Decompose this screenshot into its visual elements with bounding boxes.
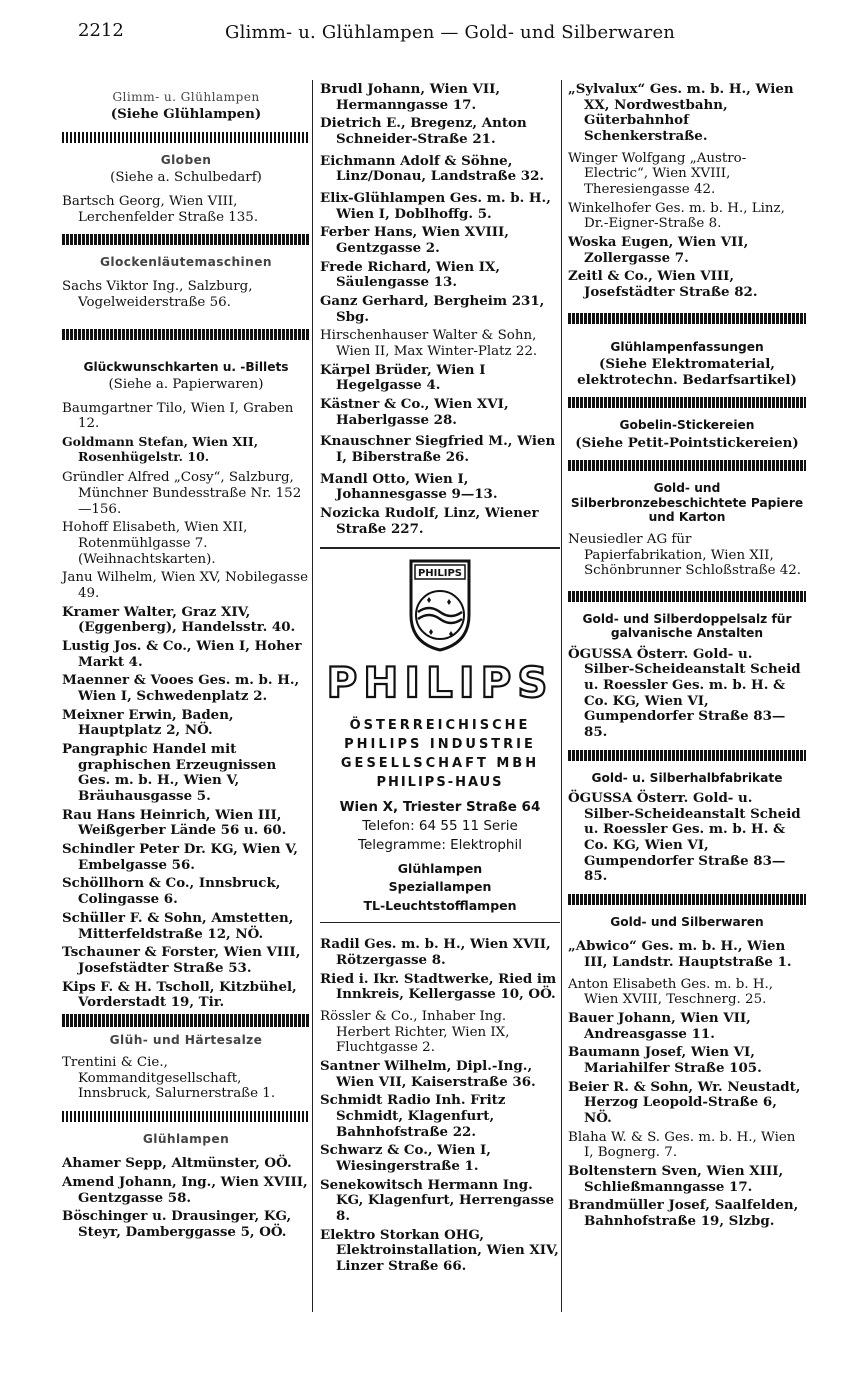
list-entry: Ganz Gerhard, Bergheim 231, Sbg. xyxy=(320,293,545,325)
section-divider xyxy=(568,750,806,761)
list-entry: Woska Eugen, Wien VII, Zollergasse 7. xyxy=(568,234,749,266)
section-title-glocken: Glockenläutemaschinen xyxy=(100,255,272,270)
list-entry: Brandmüller Josef, Saalfelden, Bahnhofstraße 19, Slzbg. xyxy=(568,1197,799,1229)
list-entry: Schüller F. & Sohn, Amstetten, Mitterfeldstraße 12, NÖ. xyxy=(62,909,294,942)
list-entry: Eichmann Adolf & Söhne, Linz/Donau, Landstraße 32. xyxy=(320,152,545,185)
section-divider xyxy=(62,1014,310,1027)
list-entry: Amend Johann, Ing., Wien XVIII, Gentzgasse 58. xyxy=(62,1174,308,1206)
list-entry: Goldmann Stefan, Wien XII, Rosenhügelstr. 10. xyxy=(62,434,259,464)
list-entry: Baumgartner Tilo, Wien I, Graben 12. xyxy=(62,400,294,432)
philips-logo xyxy=(322,659,558,703)
list-entry: Tschauner & Forster, Wien VIII, Josefstädter Straße 53. xyxy=(62,944,301,976)
list-entry: Baumann Josef, Wien VI, Mariahilfer Straße 105. xyxy=(568,1044,762,1076)
section-divider xyxy=(62,329,310,340)
list-entry: Schmidt Radio Inh. Fritz Schmidt, Klagenfurt, Bahnhofstraße 22. xyxy=(320,1092,506,1140)
section-see-globen: (Siehe a. Schulbedarf) xyxy=(110,170,262,186)
list-entry: Hirschenhauser Walter & Sohn, Wien II, Max Winter-Platz 22. xyxy=(320,328,538,360)
list-entry: Winkelhofer Ges. m. b. H., Linz, Dr.-Eigner-Straße 8. xyxy=(568,200,785,232)
section-title-silberwaren: Gold- und Silberwaren xyxy=(610,914,764,929)
section-see-glimm: (Siehe Glühlampen) xyxy=(110,106,262,123)
section-title-gobelin: Gobelin-Stickereien xyxy=(619,418,755,433)
list-entry: Ried i. Ikr. Stadtwerke, Ried im Innkreis, Kellergasse 10, OÖ. xyxy=(320,970,557,1003)
list-entry: Maenner & Vooes Ges. m. b. H., Wien I, Schwedenplatz 2. xyxy=(62,672,300,705)
ad-top-rule xyxy=(320,547,560,549)
section-see-gobelin: (Siehe Petit-Pointstickereien) xyxy=(575,434,799,451)
list-entry: Kips F. & H. Tscholl, Kitzbühel, Vorderstadt 19, Tir. xyxy=(62,978,297,1011)
list-entry: Janu Wilhelm, Wien XV, Nobilegasse 49. xyxy=(62,570,309,602)
list-entry: Hohoff Elisabeth, Wien XII, Rotenmühlgasse 7. (Weihnachtskarten). xyxy=(62,520,248,567)
list-entry: Kästner & Co., Wien XVI, Haberlgasse 28. xyxy=(320,396,509,428)
ad-company-line2: PHILIPS INDUSTRIE xyxy=(344,736,536,752)
list-entry: Elektro Storkan OHG, Elektroinstallation, Wien XIV, Linzer Straße 66. xyxy=(320,1226,559,1274)
page-title: Glimm- u. Glühlampen — Gold- und Silberwaren xyxy=(225,22,676,43)
section-title-doppelsalz: Gold- und Silberdoppelsalz für galvanische Anstalten xyxy=(582,612,792,641)
section-divider xyxy=(568,460,806,471)
list-entry: Böschinger u. Drausinger, KG, Steyr, Damberggasse 5, OÖ. xyxy=(62,1208,292,1241)
list-entry: Schwarz & Co., Wien I, Wiesingerstraße 1. xyxy=(320,1142,491,1174)
list-entry: „Abwico“ Ges. m. b. H., Wien III, Landstr. Hauptstraße 1. xyxy=(568,938,792,970)
list-entry: Rau Hans Heinrich, Wien III, Weißgerber Lände 56 u. 60. xyxy=(62,806,287,839)
ad-bottom-rule xyxy=(320,922,560,924)
section-see-fassungen: (Siehe Elektromaterial, elektrotechn. Bedarfsartikel) xyxy=(577,356,797,388)
ad-telegram: Telegramme: Elektrophil xyxy=(358,837,522,854)
list-entry: Kärpel Brüder, Wien I Hegelgasse 4. xyxy=(320,361,486,394)
list-entry: Elix-Glühlampen Ges. m. b. H., Wien I, Doblhoffg. 5. xyxy=(320,190,551,222)
emblem-text: PHILIPS xyxy=(417,567,463,579)
section-divider xyxy=(568,591,806,602)
list-entry: Gründler Alfred „Cosy“, Salzburg, Münchner Bundesstraße Nr. 152—156. xyxy=(62,470,302,517)
list-entry: ÖGUSSA Österr. Gold- u. Silber-Scheideanstalt Scheid u. Roessler Ges. m. b. H. & Co. KG, Wien VI, Gumpendorfer Straße 83—85. xyxy=(568,645,801,740)
list-entry: Nozicka Rudolf, Linz, Wiener Straße 227. xyxy=(320,505,539,537)
list-entry: Senekowitsch Hermann Ing. KG, Klagenfurt, Herrengasse 8. xyxy=(320,1176,555,1224)
ad-product: Glühlampen xyxy=(397,860,483,876)
list-entry: Pangraphic Handel mit graphischen Erzeugnissen Ges. m. b. H., Wien V, Bräuhausgasse 5. xyxy=(62,741,277,805)
section-divider xyxy=(568,313,806,324)
list-entry: Ferber Hans, Wien XVIII, Gentzgasse 2. xyxy=(320,224,509,257)
section-divider xyxy=(62,1111,310,1122)
section-title-glueckwunsch: Glückwunschkarten u. -Billets xyxy=(83,359,289,374)
ad-company-line4: PHILIPS-HAUS xyxy=(376,775,504,791)
list-entry: Winger Wolfgang „Austro-Electric“, Wien XVIII, Theresiengasse 42. xyxy=(568,150,747,198)
list-entry: Schöllhorn & Co., Innsbruck, Colingasse 6. xyxy=(62,875,281,908)
list-entry: Radil Ges. m. b. H., Wien XVII, Rötzergasse 8. xyxy=(320,936,551,968)
list-entry: Anton Elisabeth Ges. m. b. H., Wien XVIII, Teschnerg. 25. xyxy=(568,976,774,1008)
list-entry: Santner Wilhelm, Dipl.-Ing., Wien VII, Kaiserstraße 36. xyxy=(320,1057,536,1090)
ad-product: TL-Leuchtstofflampen xyxy=(363,898,517,914)
list-entry: Dietrich E., Bregenz, Anton Schneider-Straße 21. xyxy=(320,115,527,148)
list-entry: Zeitl & Co., Wien VIII, Josefstädter Straße 82. xyxy=(568,268,758,301)
section-title-halbfabrikate: Gold- u. Silberhalbfabrikate xyxy=(591,770,783,785)
ad-address: Wien X, Triester Straße 64 xyxy=(339,799,541,816)
column-3 xyxy=(556,82,806,1233)
list-entry: Ahamer Sepp, Altmünster, OÖ. xyxy=(62,1155,292,1172)
section-divider xyxy=(568,397,806,408)
section-title-bronze: Gold- und Silberbronzebeschichtete Papiere und Karton xyxy=(570,481,804,524)
list-entry: Frede Richard, Wien IX, Säulengasse 13. xyxy=(320,258,501,291)
list-entry: Bauer Johann, Wien VII, Andreasgasse 11. xyxy=(568,1009,751,1042)
section-title-gluehlampen: Glühlampen xyxy=(142,1132,230,1147)
list-entry: Boltenstern Sven, Wien XIII, Schließmanngasse 17. xyxy=(568,1162,784,1195)
section-divider xyxy=(62,234,310,245)
list-entry: Meixner Erwin, Baden, Hauptplatz 2, NÖ. xyxy=(62,706,234,739)
list-entry: Beier R. & Sohn, Wr. Neustadt, Herzog Leopold-Straße 6, NÖ. xyxy=(568,1078,801,1126)
section-divider xyxy=(62,132,310,143)
ad-product: Speziallampen xyxy=(388,879,492,895)
section-title-fassungen: Glühlampenfassungen xyxy=(610,339,764,354)
list-entry: Trentini & Cie., Kommanditgesellschaft, Innsbruck, Salurnerstraße 1. xyxy=(62,1055,276,1102)
section-title-gluehsalze: Glüh- und Härtesalze xyxy=(109,1032,263,1047)
list-entry: Bartsch Georg, Wien VIII, Lerchenfelder Straße 135. xyxy=(62,193,259,225)
brand-wordmark: PHILIPS xyxy=(326,658,554,703)
ad-company-line1: ÖSTERREICHISCHE xyxy=(349,717,531,733)
list-entry: Schindler Peter Dr. KG, Wien V, Embelgasse 56. xyxy=(62,841,298,873)
section-title-glimm: Glimm- u. Glühlampen xyxy=(112,90,260,104)
philips-advertisement xyxy=(320,557,560,914)
list-entry: „Sylvalux“ Ges. m. b. H., Wien XX, Nordwestbahn, Güterbahnhof Schenkerstraße. xyxy=(568,81,794,145)
column-2 xyxy=(312,82,560,1278)
section-title-globen: Globen xyxy=(160,152,212,167)
list-entry: Brudl Johann, Wien VII, Hermanngasse 17. xyxy=(320,81,501,113)
list-entry: Rössler & Co., Inhaber Ing. Herbert Richter, Wien IX, Fluchtgasse 2. xyxy=(320,1008,510,1056)
column-1 xyxy=(62,82,310,1244)
section-see-glueckwunsch: (Siehe a. Papierwaren) xyxy=(108,377,264,393)
ad-phone: Telefon: 64 55 11 Serie xyxy=(362,818,518,835)
list-entry: Mandl Otto, Wien I, Johannesgasse 9—13. xyxy=(320,470,498,503)
ad-company-line3: GESELLSCHAFT MBH xyxy=(340,756,540,772)
list-entry: ÖGUSSA Österr. Gold- u. Silber-Scheideanstalt Scheid u. Roessler Ges. m. b. H. & Co. KG, Wien VI, Gumpendorfer Straße 83—85. xyxy=(568,789,801,885)
list-entry: Sachs Viktor Ing., Salzburg, Vogelweiderstraße 56. xyxy=(62,279,253,311)
list-entry: Lustig Jos. & Co., Wien I, Hoher Markt 4. xyxy=(62,638,302,670)
list-entry: Blaha W. & S. Ges. m. b. H., Wien I, Bognerg. 7. xyxy=(568,1129,796,1161)
list-entry: Neusiedler AG für Papierfabrikation, Wien XII, Schönbrunner Schloßstraße 42. xyxy=(568,532,802,579)
philips-shield-icon xyxy=(405,557,475,653)
section-divider xyxy=(568,894,806,905)
list-entry: Knauschner Siegfried M., Wien I, Biberstraße 26. xyxy=(320,433,556,466)
list-entry: Kramer Walter, Graz XIV, (Eggenberg), Handelsstr. 40. xyxy=(62,603,296,636)
page-number: 2212 xyxy=(78,20,124,41)
